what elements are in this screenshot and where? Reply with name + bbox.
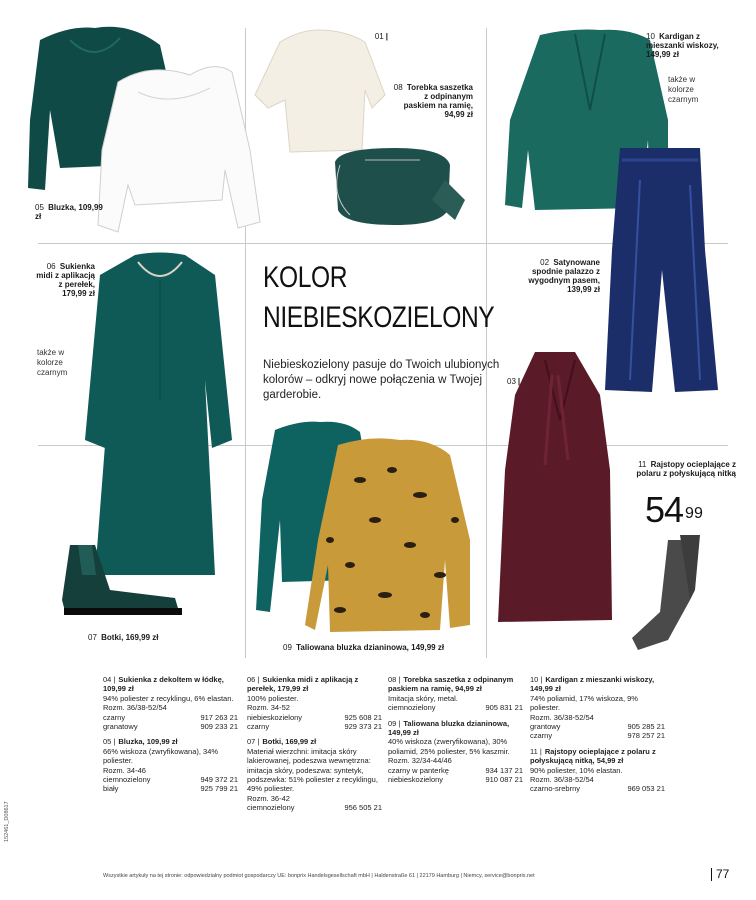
product-number: 08 | <box>388 675 401 684</box>
product-description-title <box>103 737 238 746</box>
page-number: 77 <box>711 868 729 881</box>
product-title: Taliowana bluzka dzianinowa, 149,99 zł <box>388 718 510 738</box>
product-number: 09 | <box>388 718 401 728</box>
product-description <box>103 675 238 731</box>
product-description <box>388 719 523 785</box>
product-variant-row <box>388 775 523 784</box>
product-variant-row <box>247 722 382 731</box>
big-price <box>645 489 703 530</box>
product-description-title <box>388 675 523 694</box>
product-title: Sukienka z dekoltem w łódkę, 109,99 zł <box>103 675 224 694</box>
product-detail-line: Rozm. 36-42 <box>247 793 290 803</box>
label-11 <box>628 460 736 478</box>
variant-order-number: 925 799 21 <box>200 784 238 794</box>
burgundy-dress-image <box>498 352 612 622</box>
product-title: Sukienka midi z aplikacją z perełek, 179,99 zł <box>247 675 359 694</box>
product-detail-line: Imitacja skóry, metal. <box>388 693 458 703</box>
product-detail-line: 94% poliester z recyklingu, 6% elastan. <box>103 693 234 703</box>
label-text: Torebka saszetka z odpinanym paskiem na ramię, 94,99 zł <box>403 83 473 119</box>
variant-color: ciemnozielony <box>388 703 436 713</box>
white-blouse-image <box>98 67 260 232</box>
product-description-title <box>103 675 238 694</box>
page-headline <box>263 258 494 338</box>
product-number: 05 | <box>103 737 116 747</box>
description-column-3 <box>388 675 523 790</box>
bag-image <box>335 148 465 225</box>
description-column-4 <box>530 675 665 800</box>
product-detail-line: 74% poliamid, 17% wiskoza, 9% poliester. <box>530 693 638 713</box>
label-text: Satynowane spodnie palazzo z wygodnym pasem, 139,99 zł <box>528 258 600 294</box>
headline-line-2: NIEBIESKOZIELONY <box>263 301 495 334</box>
tights-image <box>632 535 700 650</box>
product-description-title <box>530 675 665 694</box>
variant-color: granatowy <box>103 722 138 732</box>
product-variant-row <box>103 713 238 722</box>
product-variant-row <box>530 731 665 740</box>
product-detail-line: 100% poliester. <box>247 693 299 703</box>
cream-top-image <box>255 30 385 152</box>
label-number: 09 <box>283 643 292 652</box>
note-10-also-black: także w kolorze czarnym <box>668 75 699 104</box>
variant-color: czarno-srebrny <box>530 784 581 794</box>
product-title: Bluzka, 109,99 zł <box>118 737 178 747</box>
product-description-title <box>247 737 382 746</box>
product-detail-line: 66% wiskoza (zwryfikowana), 34% poliester. <box>103 746 219 766</box>
label-number: 10 <box>646 32 655 41</box>
variant-color: czarny <box>247 722 270 732</box>
product-detail-line: Rozm. 36/38-52/54 <box>530 712 594 722</box>
footer-legal-text: Wszystkie artykuły na tej stronie: odpowiedzialny podmiot gospodarczy UE: bonprix Handelsgesellschaft mbH | Haldenstraße 61 | 22179 Hamburg | Niemcy, service@bonprix.net <box>103 873 535 879</box>
product-number: 04 | <box>103 675 116 684</box>
label-text: Botki, 169,99 zł <box>101 633 159 642</box>
label-09 <box>283 643 483 652</box>
label-10 <box>646 32 726 59</box>
product-variant-row <box>103 722 238 731</box>
headline-line-1: KOLOR <box>263 261 348 294</box>
variant-color: niebieskozielony <box>247 712 303 722</box>
variant-order-number: 905 285 21 <box>627 722 665 732</box>
variant-order-number: 929 373 21 <box>344 722 382 732</box>
label-03: 03 | <box>507 377 521 386</box>
label-text: Bluzka, 109,99 zł <box>35 203 103 221</box>
product-variant-row <box>247 803 382 812</box>
label-07 <box>88 633 198 642</box>
product-title: Torebka saszetka z odpinanym paskiem na ramię, 94,99 zł <box>388 675 514 694</box>
side-code: 152461_D08617 <box>4 801 10 842</box>
variant-order-number: 905 831 21 <box>485 703 523 713</box>
variant-color: grantowy <box>530 722 561 732</box>
label-number: 07 <box>88 633 97 642</box>
variant-order-number: 978 257 21 <box>627 731 665 741</box>
product-description-title <box>247 675 382 694</box>
product-description <box>388 675 523 713</box>
product-variant-row <box>103 775 238 784</box>
product-variant-row <box>103 784 238 793</box>
product-title: Kardigan z mieszanki wiskozy, 149,99 zł <box>530 675 655 694</box>
product-number: 11 | <box>530 746 542 756</box>
big-price-main: 54 <box>645 489 684 530</box>
label-number: 01 <box>374 32 384 41</box>
variant-color: czarny <box>103 712 126 722</box>
variant-color: ciemnozielony <box>247 803 295 813</box>
label-number: 03 <box>507 377 516 386</box>
product-detail-line: Materiał wierzchni: imitacja skóry lakierowanej, podeszwa wewnętrzna: imitacja skóry, podeszwa: syntetyk, podszewka: 51% poliester z recyklingu, 49% poliester. <box>247 746 378 794</box>
intro-text: Niebieskozielony pasuje do Twoich ulubionych kolorów – odkryj nowe połączenia w Twojej garderobie. <box>263 359 500 401</box>
product-detail-line: Rozm. 34-52 <box>247 703 290 713</box>
variant-color: niebieskozielony <box>388 775 444 785</box>
label-06 <box>35 262 95 298</box>
product-description <box>247 675 382 731</box>
product-description-title <box>530 747 665 766</box>
product-number: 10 | <box>530 675 543 684</box>
product-detail-line: Rozm. 36/38-52/54 <box>103 703 167 713</box>
product-description <box>103 737 238 793</box>
product-title: Rajstopy ocieplające z polaru z połyskującą nitką, 54,99 zł <box>530 746 656 766</box>
product-detail-line: 40% wiskoza (zweryfikowana), 30% poliamid, 25% poliester, 5% kaszmir. <box>388 737 510 756</box>
label-text: Kardigan z mieszanki wiskozy, 149,99 zł <box>646 32 719 59</box>
note-06-also-black: także w kolorze czarnym <box>37 348 68 377</box>
label-02 <box>510 258 600 294</box>
palazzo-trousers-image <box>605 148 718 392</box>
product-variant-row <box>247 713 382 722</box>
variant-color: czarny w panterkę <box>388 765 449 775</box>
product-variant-row <box>530 784 665 793</box>
label-text: Rajstopy ocieplające z polaru z połyskującą nitką <box>636 460 736 478</box>
product-description <box>530 747 665 794</box>
label-text: Taliowana bluzka dzianinowa, 149,99 zł <box>296 643 445 652</box>
label-08 <box>393 83 473 119</box>
label-number: 08 <box>393 83 403 92</box>
label-number: 02 <box>540 258 550 267</box>
description-column-2 <box>247 675 382 819</box>
product-variant-row <box>530 722 665 731</box>
label-01: 01 | <box>374 32 388 41</box>
product-description <box>247 737 382 812</box>
variant-order-number: 909 233 21 <box>200 722 238 732</box>
variant-order-number: 910 087 21 <box>485 775 523 785</box>
description-column-1 <box>103 675 238 800</box>
product-number: 06 | <box>247 675 260 684</box>
product-description-title <box>388 719 523 738</box>
product-variant-row <box>388 703 523 712</box>
variant-color: ciemnozielony <box>103 775 151 785</box>
label-number: 11 <box>638 460 647 469</box>
big-price-cents: 99 <box>685 505 703 522</box>
variant-order-number: 934 137 21 <box>485 765 523 775</box>
product-detail-line: 90% poliester, 10% elastan. <box>530 765 623 775</box>
variant-color: biały <box>103 784 119 794</box>
product-variant-row <box>388 766 523 775</box>
product-detail-line: Rozm. 36/38-52/54 <box>530 775 594 785</box>
variant-order-number: 969 053 21 <box>627 784 665 794</box>
variant-order-number: 956 505 21 <box>344 803 382 813</box>
teal-dress-image <box>85 253 232 576</box>
label-number: 06 <box>46 262 56 271</box>
variant-order-number: 949 372 21 <box>200 775 238 785</box>
variant-order-number: 917 263 21 <box>200 712 238 722</box>
label-05 <box>35 203 105 221</box>
label-number: 05 <box>35 203 44 212</box>
label-text: Sukienka midi z aplikacją z perełek, 179,99 zł <box>36 262 95 298</box>
product-detail-line: Rozm. 34-46 <box>103 765 146 775</box>
variant-color: czarny <box>530 731 553 741</box>
product-description <box>530 675 665 741</box>
product-number: 07 | <box>247 737 260 747</box>
product-title: Botki, 169,99 zł <box>262 737 317 747</box>
product-detail-line: Rozm. 32/34-44/46 <box>388 756 452 766</box>
variant-order-number: 925 608 21 <box>344 712 382 722</box>
